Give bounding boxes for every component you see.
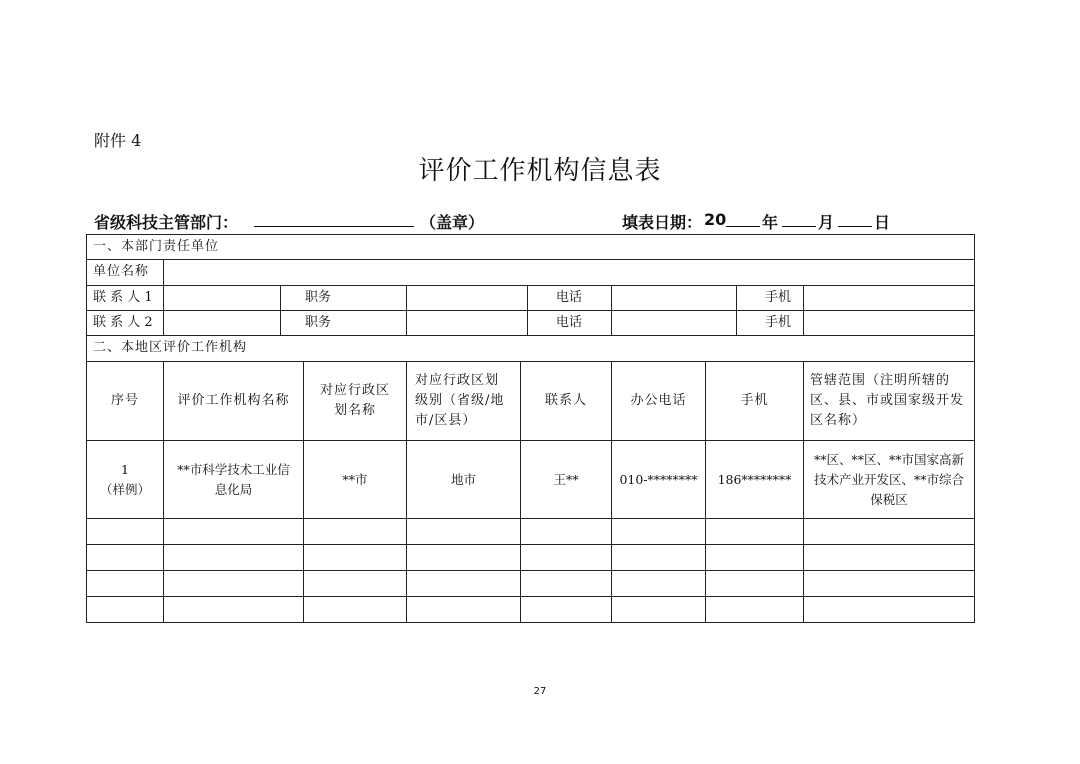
section1-title: 一、本部门责任单位	[87, 235, 975, 260]
table-cell[interactable]	[304, 571, 407, 597]
column-header: 手机	[706, 362, 804, 441]
table-cell[interactable]	[612, 597, 706, 623]
mobile-field[interactable]	[804, 311, 975, 336]
column-header: 评价工作机构名称	[164, 362, 304, 441]
position-field[interactable]	[407, 311, 612, 336]
table-cell[interactable]	[164, 571, 304, 597]
table-cell[interactable]	[804, 519, 975, 545]
column-header: 序号	[87, 362, 164, 441]
table-cell[interactable]	[87, 545, 164, 571]
seal-label: （盖章）	[420, 213, 485, 232]
year-blank[interactable]	[726, 210, 760, 227]
table-row	[87, 597, 975, 623]
table-row	[87, 571, 975, 597]
date-label: 填表日期：	[622, 213, 703, 232]
year-unit: 年	[762, 213, 779, 232]
info-table	[86, 234, 975, 623]
contact-name-input[interactable]	[164, 311, 281, 335]
unit-name-label: 单位名称	[87, 260, 164, 286]
phone-label: 电话	[556, 290, 583, 305]
sample-jurisdiction: **区、**区、**市国家高新技术产业开发区、**市综合保税区	[804, 441, 975, 519]
contact-row	[87, 286, 975, 311]
table-cell[interactable]	[706, 519, 804, 545]
form-header	[94, 208, 894, 234]
position-label: 职务	[305, 315, 332, 330]
sample-contact: 王**	[521, 441, 612, 519]
sample-region-name: **市	[304, 441, 407, 519]
year-prefix: 20	[704, 210, 727, 229]
sample-index-note: （样例）	[99, 481, 150, 497]
mobile-label: 手机	[765, 290, 792, 305]
sample-region-level: 地市	[407, 441, 521, 519]
phone-label: 电话	[556, 315, 583, 330]
column-header: 办公电话	[612, 362, 706, 441]
table-cell[interactable]	[612, 545, 706, 571]
column-header: 管辖范围（注明所辖的区、县、市或国家级开发区名称）	[804, 362, 975, 441]
table-cell[interactable]	[87, 519, 164, 545]
dept-label: 省级科技主管部门：	[94, 213, 239, 232]
table-cell[interactable]	[521, 519, 612, 545]
table-cell[interactable]	[407, 597, 521, 623]
table-cell[interactable]	[612, 519, 706, 545]
day-unit: 日	[874, 213, 891, 232]
position-input[interactable]	[407, 286, 528, 310]
mobile-field[interactable]	[804, 286, 975, 311]
table-cell[interactable]	[804, 545, 975, 571]
attachment-label: 附件 4	[94, 131, 142, 150]
table-cell[interactable]	[164, 545, 304, 571]
contact-name-field[interactable]	[164, 311, 407, 336]
table-cell[interactable]	[164, 519, 304, 545]
page-number: 27	[533, 686, 547, 697]
sample-index-cell	[87, 441, 164, 519]
section2-title: 二、本地区评价工作机构	[87, 336, 975, 362]
table-cell[interactable]	[706, 597, 804, 623]
position-label: 职务	[305, 290, 332, 305]
contact-name-input[interactable]	[164, 286, 281, 310]
sample-index: 1	[121, 461, 129, 477]
contact-label: 联 系 人 2	[87, 311, 164, 336]
table-cell[interactable]	[521, 597, 612, 623]
table-cell[interactable]	[87, 571, 164, 597]
table-row	[87, 441, 975, 519]
table-cell[interactable]	[304, 545, 407, 571]
table-cell[interactable]	[706, 571, 804, 597]
table-cell[interactable]	[407, 519, 521, 545]
contact-row	[87, 311, 975, 336]
table-cell[interactable]	[612, 571, 706, 597]
phone-field[interactable]	[612, 286, 804, 311]
column-header: 联系人	[521, 362, 612, 441]
mobile-label: 手机	[765, 315, 792, 330]
position-field[interactable]	[407, 286, 612, 311]
table-row	[87, 519, 975, 545]
column-header: 对应行政区划级别（省级/地市/区县）	[407, 362, 521, 441]
sample-org-name: **市科学技术工业信息化局	[164, 441, 304, 519]
phone-input[interactable]	[612, 311, 737, 335]
table-cell[interactable]	[521, 571, 612, 597]
contact-name-field[interactable]	[164, 286, 407, 311]
phone-input[interactable]	[612, 286, 737, 310]
dept-name-blank[interactable]	[254, 210, 414, 227]
table-row	[87, 545, 975, 571]
table-cell[interactable]	[87, 597, 164, 623]
table-header-row	[87, 362, 975, 441]
position-input[interactable]	[407, 311, 528, 335]
table-cell[interactable]	[304, 519, 407, 545]
day-blank[interactable]	[838, 210, 872, 227]
column-header: 对应行政区划名称	[304, 362, 407, 441]
contact-label: 联 系 人 1	[87, 286, 164, 311]
phone-field[interactable]	[612, 311, 804, 336]
table-cell[interactable]	[706, 545, 804, 571]
table-cell[interactable]	[804, 597, 975, 623]
table-cell[interactable]	[521, 545, 612, 571]
unit-name-field[interactable]	[164, 260, 975, 286]
month-unit: 月	[818, 213, 835, 232]
page-title: 评价工作机构信息表	[418, 156, 662, 186]
sample-office-phone: 010-********	[612, 441, 706, 519]
sample-mobile: 186********	[706, 441, 804, 519]
table-cell[interactable]	[407, 571, 521, 597]
table-cell[interactable]	[804, 571, 975, 597]
table-cell[interactable]	[304, 597, 407, 623]
table-cell[interactable]	[407, 545, 521, 571]
month-blank[interactable]	[782, 210, 816, 227]
table-cell[interactable]	[164, 597, 304, 623]
